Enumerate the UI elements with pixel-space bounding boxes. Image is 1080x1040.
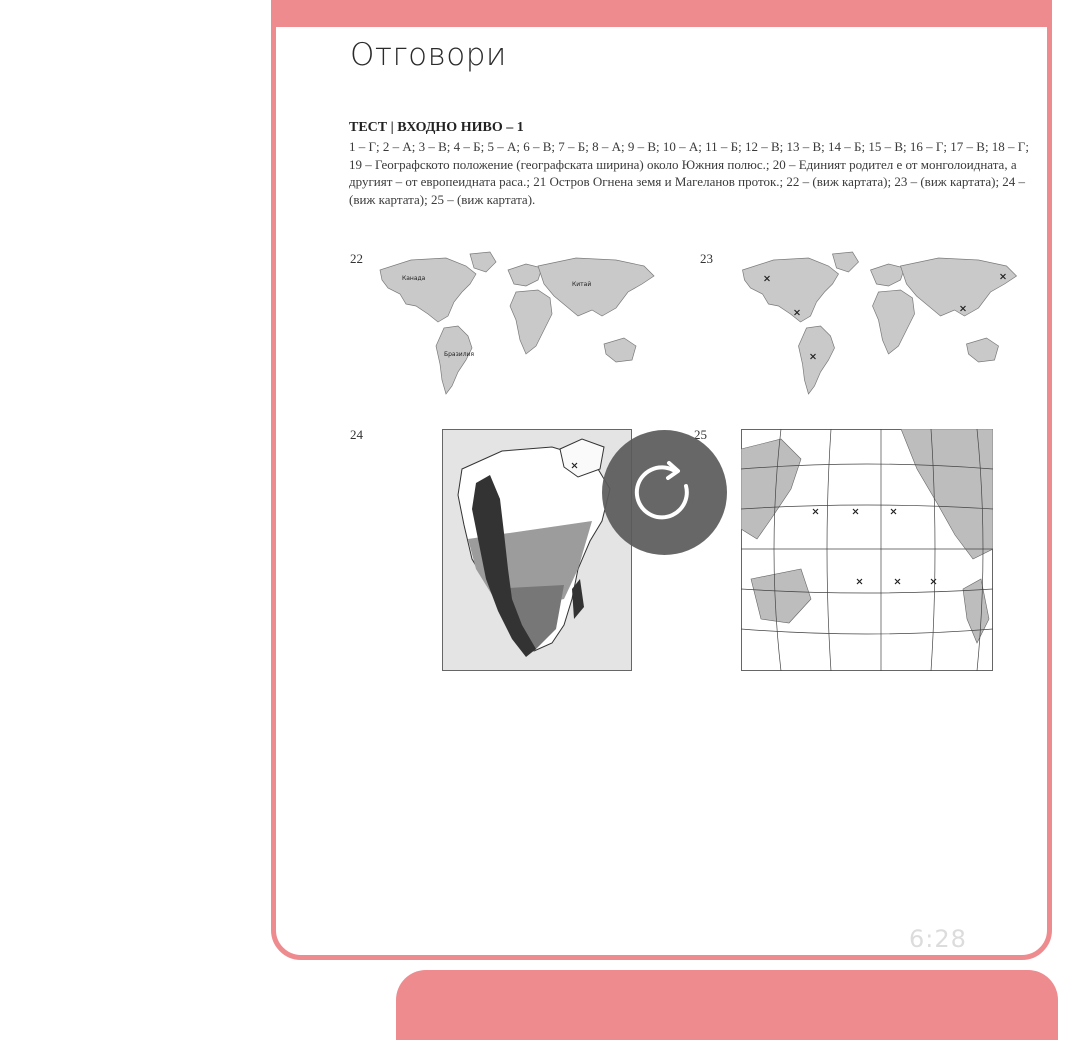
test-title: ТЕСТ | ВХОДНО НИВО – 1 (349, 120, 524, 135)
world-map-22 (366, 248, 666, 405)
page-header-bar (276, 0, 1047, 27)
page-title: Отговори (350, 37, 507, 73)
video-timestamp: 6:28 (909, 925, 967, 953)
map-label-brazil: Бразилия (444, 351, 475, 358)
figure-24-number: 24 (350, 427, 363, 442)
figure-25-number: 25 (694, 427, 707, 442)
reload-button[interactable] (602, 430, 727, 555)
reload-icon (602, 430, 727, 555)
figure-22-number: 22 (350, 251, 363, 266)
world-map-23 (726, 248, 1031, 405)
map-label-canada: Канада (402, 275, 426, 282)
pacific-grid-map-25 (741, 429, 993, 671)
answers-text: 1 – Г; 2 – А; 3 – В; 4 – Б; 5 – А; 6 – В; 7 – Б; 8 – А; 9 – В; 10 – А; 11 – Б; 12 – В; 13 – В; 14 – Б; 15 – В; 16 – Г; 17 – В; 18 – Г; 19 – Географското положение (географската ширина) около Южния полюс.; 20 – Единият родител е от монголоидната, а другият – от европеидната раса.; 21 Остров Огнена земя и Магеланов проток.; 22 – (виж картата); 23 – (виж картата); 24 – (виж картата); 25 – (виж картата). (349, 139, 1029, 207)
map-label-china: Китай (572, 281, 592, 288)
next-page-tab[interactable] (396, 970, 1058, 1040)
figure-23-number: 23 (700, 251, 713, 266)
